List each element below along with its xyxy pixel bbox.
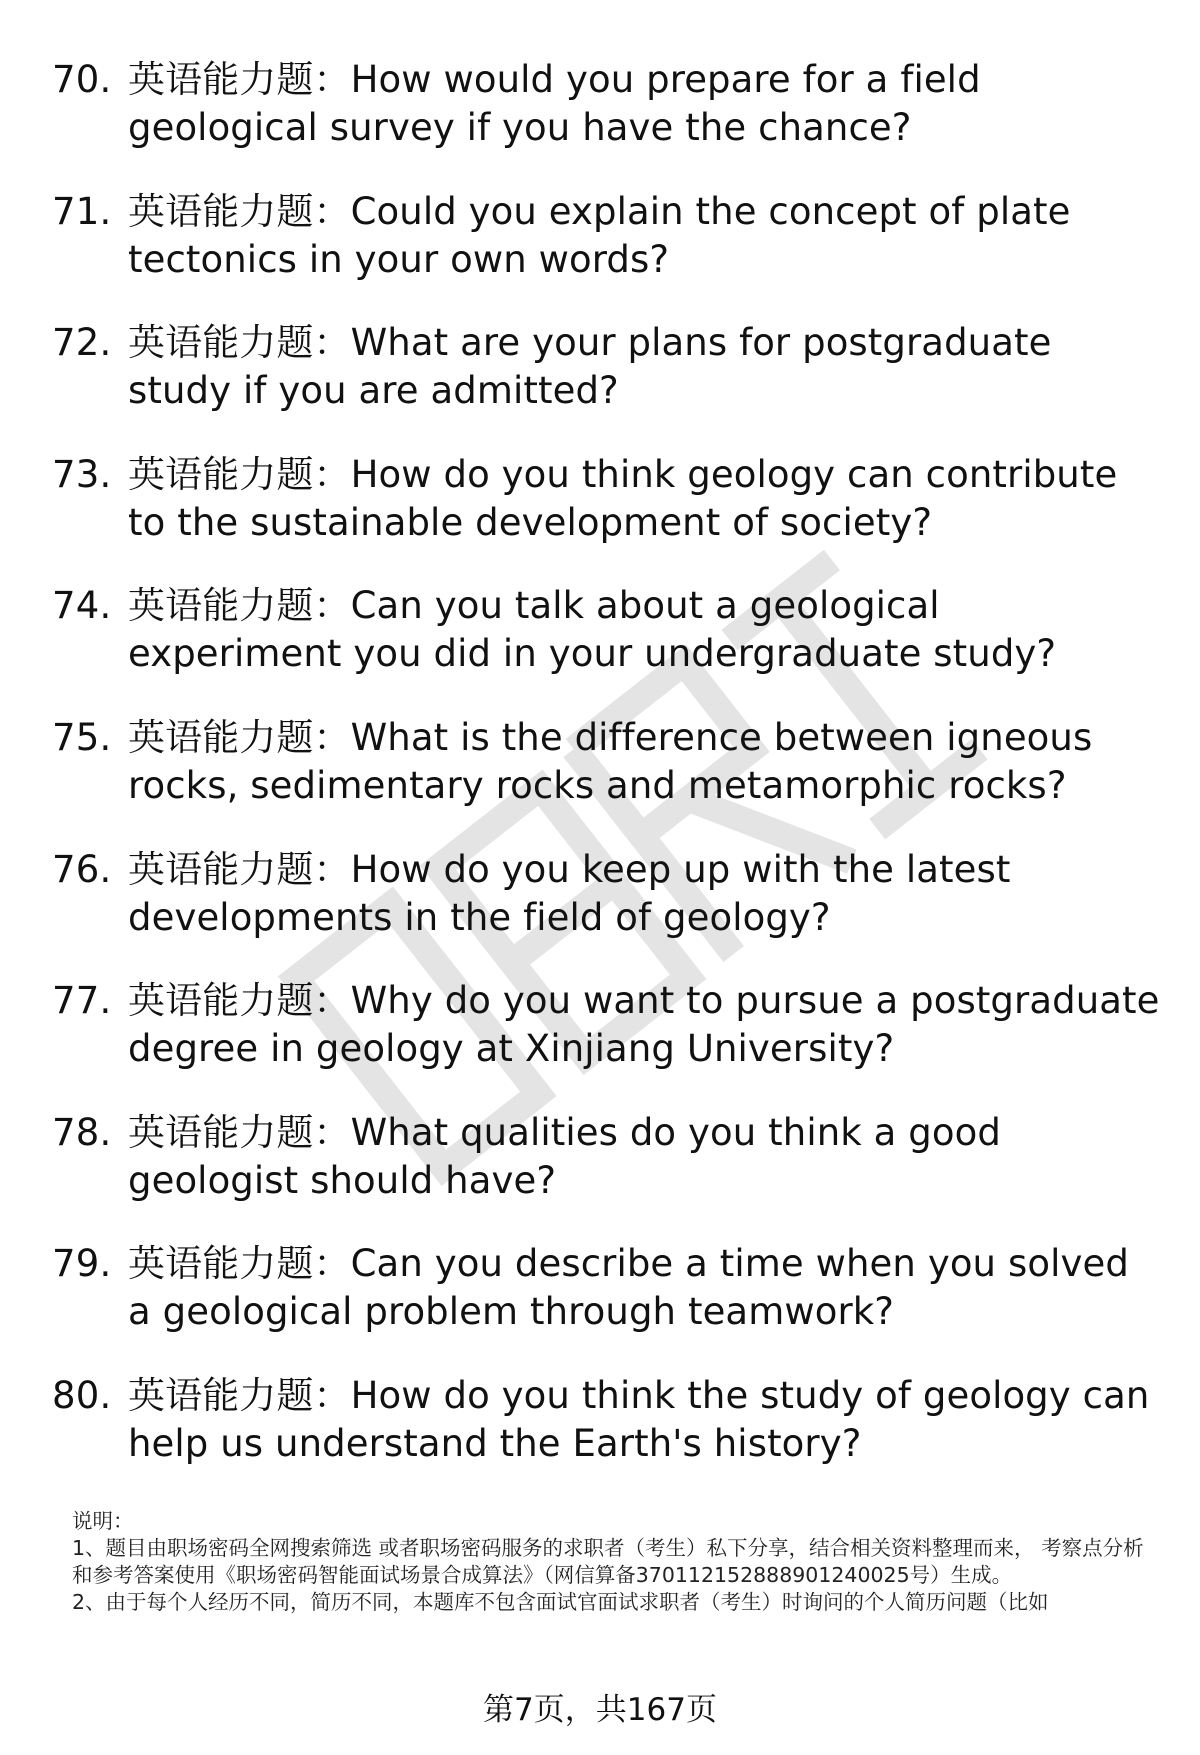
- page-number: 第7页，共167页: [483, 1692, 717, 1728]
- question-list: [52, 56, 1162, 1504]
- question-item: [52, 977, 1162, 1073]
- question-item: [52, 1240, 1162, 1336]
- question-number: 77.: [52, 979, 112, 1023]
- question-body: [128, 1372, 1162, 1468]
- question-text: What qualities do you think a good geologist should have?: [128, 1110, 1001, 1202]
- question-number: 71.: [52, 189, 112, 233]
- question-number: 79.: [52, 1242, 112, 1286]
- question-label: 英语能力题：: [128, 321, 351, 365]
- question-item: [52, 56, 1162, 152]
- question-text: How do you keep up with the latest developments in the field of geology?: [128, 847, 1011, 939]
- question-text: How would you prepare for a field geological survey if you have the chance?: [128, 58, 981, 149]
- question-label: 英语能力题：: [128, 1373, 351, 1417]
- question-number: 74.: [52, 584, 112, 628]
- question-text: What are your plans for postgraduate study if you are admitted?: [128, 321, 1052, 413]
- question-label: 英语能力题：: [128, 584, 351, 628]
- question-number: 75.: [52, 715, 112, 759]
- question-text: Can you describe a time when you solved a geological problem through teamwork?: [128, 1242, 1129, 1334]
- question-number: 73.: [52, 452, 112, 496]
- question-item: [52, 846, 1162, 942]
- question-item: [52, 188, 1162, 284]
- question-label: 英语能力题：: [128, 1110, 351, 1154]
- question-number: 76.: [52, 847, 112, 891]
- question-number: 72.: [52, 321, 112, 365]
- question-body: [128, 451, 1162, 547]
- question-label: 英语能力题：: [128, 715, 351, 759]
- question-body: [128, 846, 1162, 942]
- notes-heading: 说明：: [72, 1509, 134, 1533]
- question-body: [128, 319, 1162, 415]
- question-label: 英语能力题：: [128, 58, 351, 101]
- question-label: 英语能力题：: [128, 979, 351, 1023]
- question-label: 英语能力题：: [128, 1242, 351, 1286]
- question-text: What is the difference between igneous rocks, sedimentary rocks and metamorphic rocks?: [128, 715, 1093, 807]
- question-number: 80.: [52, 1373, 112, 1417]
- question-text: Can you talk about a geological experiment you did in your undergraduate study?: [128, 584, 1057, 676]
- question-item: [52, 714, 1162, 810]
- question-item: [52, 319, 1162, 415]
- question-body: [128, 188, 1162, 284]
- question-text: How do you think geology can contribute to the sustainable development of society?: [128, 452, 1118, 544]
- question-body: [128, 56, 1162, 152]
- question-label: 英语能力题：: [128, 189, 351, 233]
- question-item: [52, 582, 1162, 678]
- question-number: 70.: [52, 58, 112, 101]
- question-body: [128, 714, 1162, 810]
- question-text: Could you explain the concept of plate tectonics in your own words?: [128, 189, 1071, 281]
- question-label: 英语能力题：: [128, 847, 351, 891]
- question-body: [128, 1109, 1162, 1205]
- question-body: [128, 1240, 1162, 1336]
- note-paragraph: 1、题目由职场密码全网搜索筛选 或者职场密码服务的求职者（考生）私下分享，结合相关资料整理而来， 考察点分析和参考答案使用《职场密码智能面试场景合成算法》（网信算备370112152888901240025号）生成。: [72, 1536, 1144, 1587]
- note-paragraph: 2、由于每个人经历不同，简历不同，本题库不包含面试官面试求职者（考生）时询问的个人简历问题（比如: [72, 1590, 1049, 1614]
- question-label: 英语能力题：: [128, 452, 351, 496]
- question-body: [128, 582, 1162, 678]
- question-item: [52, 1372, 1162, 1468]
- question-item: [52, 451, 1162, 547]
- question-text: How do you think the study of geology can help us understand the Earth's history?: [128, 1373, 1150, 1465]
- notes-section: [72, 1508, 1150, 1616]
- question-body: [128, 977, 1162, 1073]
- question-text: Why do you want to pursue a postgraduate degree in geology at Xinjiang University?: [128, 979, 1160, 1071]
- question-number: 78.: [52, 1110, 112, 1154]
- question-item: [52, 1109, 1162, 1205]
